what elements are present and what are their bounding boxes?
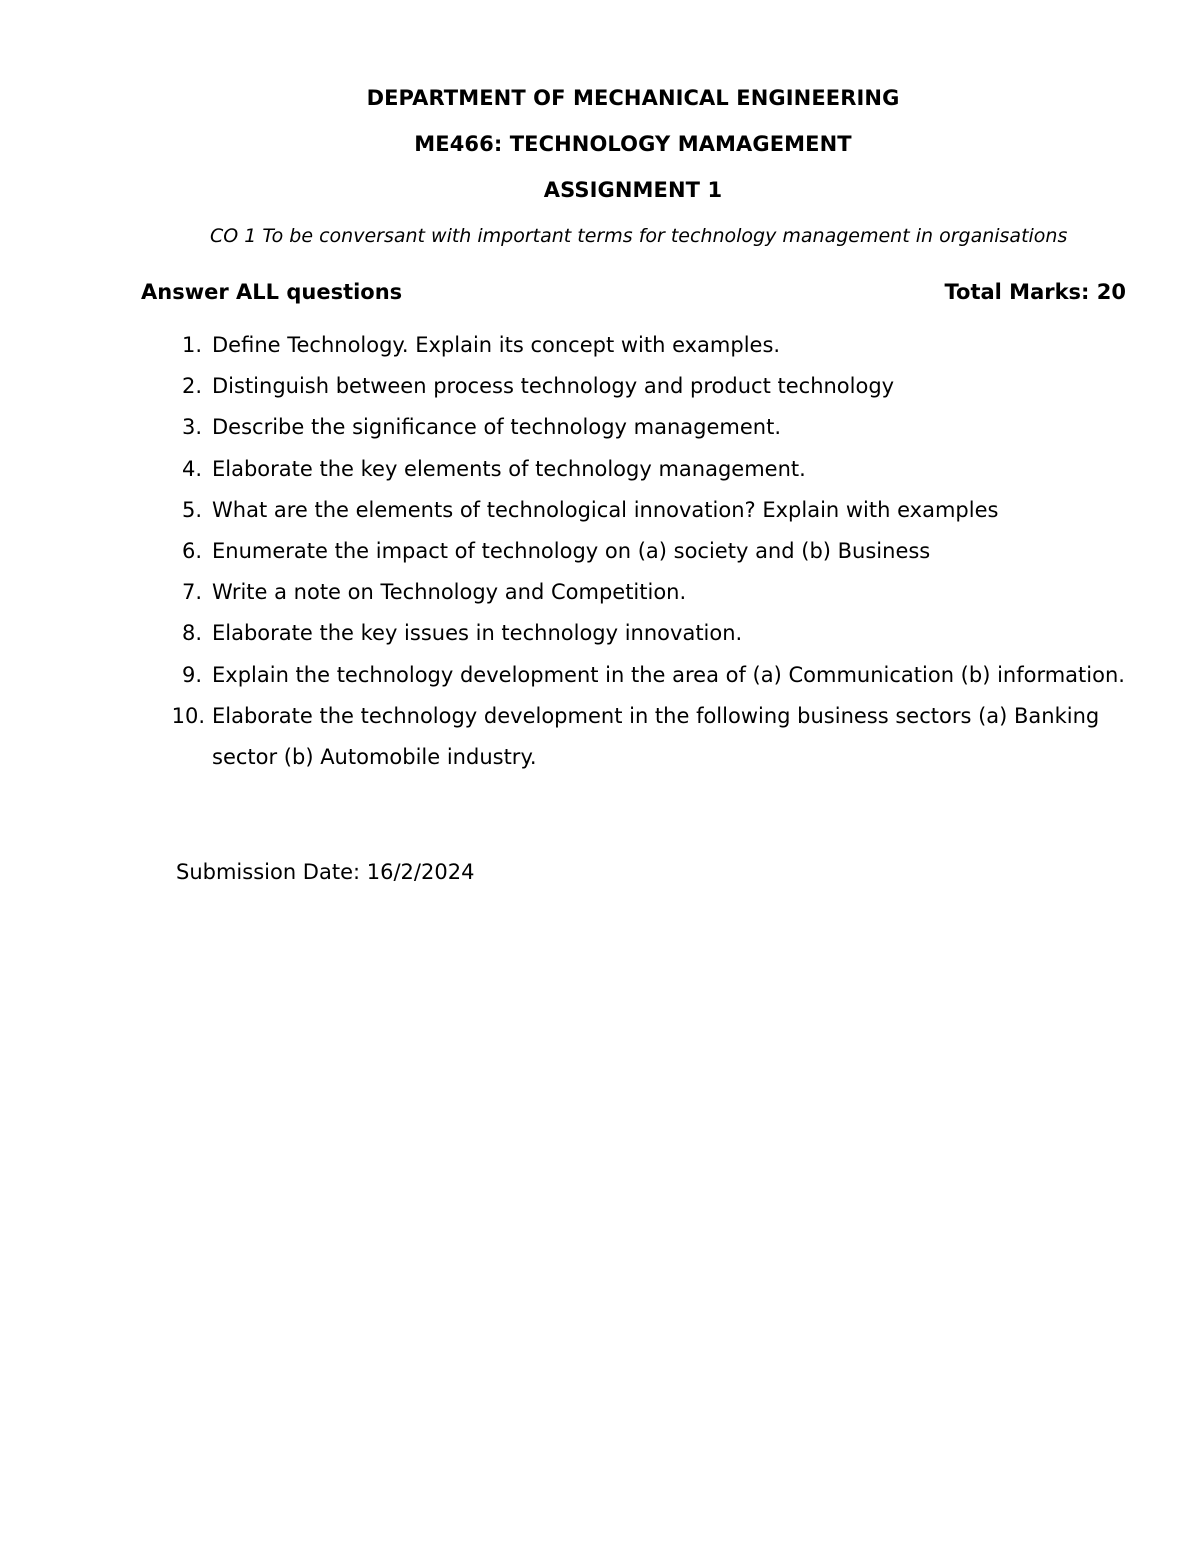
question-text: Describe the significance of technology management. xyxy=(212,415,781,440)
question-number: 6. xyxy=(181,539,202,564)
course-title: ME466: TECHNOLOGY MAMAGEMENT xyxy=(414,132,852,156)
question-number: 2. xyxy=(181,374,202,399)
question-item xyxy=(0,655,1132,696)
question-text: Explain the technology development in the area of (a) Communication (b) information. xyxy=(212,662,1125,687)
question-number: 10. xyxy=(171,703,205,728)
question-item xyxy=(0,531,1132,572)
question-text: Elaborate the technology development in the following business sectors (a) Banking sector (b) Automobile industry. xyxy=(212,703,1100,770)
question-number: 7. xyxy=(181,580,202,605)
question-text: Write a note on Technology and Competition. xyxy=(212,580,687,605)
question-text: Distinguish between process technology and product technology xyxy=(212,374,895,399)
question-list xyxy=(0,325,1200,778)
question-item xyxy=(0,325,1132,366)
question-item xyxy=(0,366,1132,407)
question-item xyxy=(0,613,1132,654)
question-number: 8. xyxy=(181,621,202,646)
submission-date: Submission Date: 16/2/2024 xyxy=(176,860,475,884)
question-item xyxy=(0,407,1132,448)
total-marks: Total Marks: 20 xyxy=(944,280,1126,304)
question-text: What are the elements of technological innovation? Explain with examples xyxy=(212,497,999,522)
question-number: 9. xyxy=(181,662,202,687)
answer-instruction: Answer ALL questions xyxy=(141,280,403,304)
course-objective: CO 1 To be conversant with important terms for technology management in organisations xyxy=(210,225,1068,247)
question-item xyxy=(0,490,1132,531)
question-item xyxy=(0,696,1132,778)
instructions-row xyxy=(141,280,1126,310)
question-text: Define Technology. Explain its concept with examples. xyxy=(212,333,781,357)
question-text: Elaborate the key elements of technology management. xyxy=(212,456,806,481)
question-number: 1. xyxy=(181,333,202,357)
assignment-title: ASSIGNMENT 1 xyxy=(543,178,723,202)
question-number: 5. xyxy=(181,497,202,522)
department-title: DEPARTMENT OF MECHANICAL ENGINEERING xyxy=(366,86,900,110)
question-number: 4. xyxy=(181,456,202,481)
question-number: 3. xyxy=(181,415,202,440)
question-text: Enumerate the impact of technology on (a) society and (b) Business xyxy=(212,539,931,564)
question-item xyxy=(0,572,1132,613)
question-item xyxy=(0,449,1132,490)
question-text: Elaborate the key issues in technology innovation. xyxy=(212,621,743,646)
